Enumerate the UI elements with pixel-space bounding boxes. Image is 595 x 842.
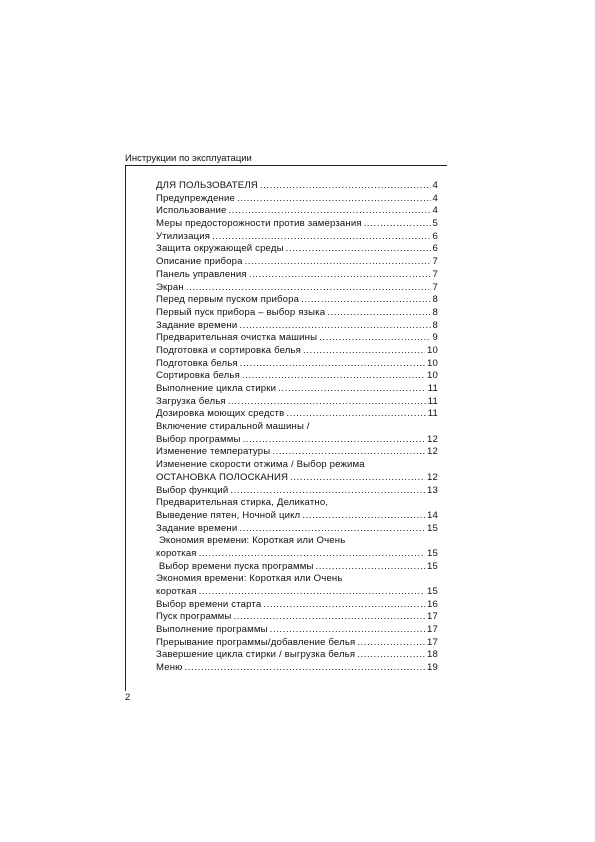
toc-entry-title: короткая (156, 547, 197, 559)
toc-entry-page: 16 (427, 598, 438, 610)
toc-entry-page: 11 (427, 408, 438, 420)
toc-dot-leader (270, 624, 425, 637)
toc-entry (156, 358, 438, 371)
toc-entry (156, 459, 438, 472)
toc-entry (156, 332, 438, 345)
toc-entry-page: 15 (427, 586, 438, 597)
toc-dot-leader (229, 205, 431, 218)
toc-dot-leader (230, 485, 425, 498)
toc-entry (156, 193, 438, 206)
toc-dot-leader (290, 472, 425, 485)
toc-entry-title: Подготовка и сортировка белья (156, 344, 302, 356)
toc-entry-title: Экономия времени: Короткая или Очень (156, 535, 346, 547)
toc-entry (156, 510, 438, 523)
toc-entry-title: Предупреждение (156, 192, 235, 204)
toc-entry-title: Выполнение программы (156, 624, 268, 636)
toc-entry (156, 573, 438, 586)
toc-entry-title: Выбор функций (156, 484, 229, 496)
toc-dot-leader (301, 294, 430, 307)
toc-entry-title: Утилизация (156, 230, 211, 242)
toc-entry (156, 624, 438, 637)
toc-dot-leader (185, 662, 425, 675)
toc-dot-leader (245, 256, 431, 269)
toc-dot-leader (316, 561, 425, 574)
toc-dot-leader (263, 599, 425, 612)
toc-entry-page: 18 (427, 649, 438, 661)
left-margin-rule (125, 166, 126, 691)
toc-dot-leader (249, 269, 431, 282)
toc-entry (156, 370, 438, 383)
toc-dot-leader (319, 332, 430, 345)
toc-entry-page: 8 (432, 306, 438, 318)
toc-entry (156, 497, 438, 510)
toc-entry-title: ОСТАНОВКА ПОЛОСКАНИЯ (156, 471, 289, 483)
toc-dot-leader (199, 548, 425, 561)
toc-entry-page: 6 (432, 230, 438, 242)
toc-entry (156, 561, 438, 574)
toc-entry-title: Изменение температуры (156, 446, 271, 458)
toc-entry-page: 17 (427, 624, 438, 636)
toc-entry-title: Выбор программы (156, 433, 241, 445)
toc-dot-leader (242, 370, 425, 383)
toc-entry-page: 6 (432, 243, 438, 255)
toc-entry-page: 4 (432, 205, 438, 217)
toc-dot-leader (240, 358, 425, 371)
table-of-contents (156, 180, 438, 675)
toc-entry-page: 10 (427, 357, 438, 369)
toc-entry (156, 307, 438, 320)
toc-dot-leader (278, 383, 426, 396)
toc-entry-title: Завершение цикла стирки / выгрузка белья (156, 649, 356, 661)
toc-entry (156, 611, 438, 624)
toc-entry-title: Пуск программы (156, 611, 232, 623)
toc-dot-leader (199, 586, 425, 599)
toc-entry-title: Предварительная очистка машины (156, 332, 318, 344)
toc-entry (156, 535, 438, 548)
toc-entry-page: 12 (427, 433, 438, 445)
toc-entry (156, 408, 438, 421)
toc-dot-leader (243, 434, 426, 447)
toc-dot-leader (302, 510, 425, 523)
toc-entry-title: короткая (156, 586, 197, 597)
toc-entry-page: 8 (432, 294, 438, 306)
toc-entry-page: 15 (427, 547, 438, 559)
toc-entry-page: 4 (432, 180, 438, 191)
toc-entry (156, 320, 438, 333)
toc-dot-leader (237, 193, 431, 206)
toc-entry-title: Меню (156, 662, 183, 674)
toc-entry (156, 599, 438, 612)
toc-entry (156, 269, 438, 282)
toc-entry-page: 12 (427, 446, 438, 458)
toc-entry-title: Панель управления (156, 268, 247, 280)
toc-entry-title: Включение стиральной машины / (156, 421, 310, 433)
toc-dot-leader (327, 307, 430, 320)
toc-entry-title: Подготовка белья (156, 357, 238, 369)
toc-entry-title: Выведение пятен, Ночной цикл (156, 509, 301, 521)
toc-entry (156, 294, 438, 307)
toc-entry-page: 17 (427, 636, 438, 648)
toc-entry-title: Задание времени (156, 522, 238, 534)
toc-entry (156, 662, 438, 675)
header-rule (125, 165, 447, 166)
toc-entry (156, 243, 438, 256)
toc-entry-title: Изменение скорости отжима / Выбор режима (156, 459, 365, 471)
toc-entry (156, 180, 438, 193)
toc-dot-leader (186, 282, 431, 295)
toc-entry-page: 11 (427, 383, 438, 394)
toc-entry-title: Первый пуск прибора – выбор языка (156, 306, 326, 318)
toc-entry-page: 8 (432, 319, 438, 331)
toc-entry-page: 19 (427, 662, 438, 674)
toc-entry (156, 383, 438, 396)
toc-dot-leader (357, 637, 425, 650)
toc-entry-page: 12 (427, 471, 438, 483)
toc-entry-page: 4 (432, 192, 438, 204)
toc-entry-page: 5 (432, 218, 438, 230)
toc-entry (156, 256, 438, 269)
toc-dot-leader (286, 408, 425, 421)
toc-entry (156, 485, 438, 498)
toc-entry-page: 13 (427, 484, 438, 496)
toc-entry-page: 15 (427, 560, 438, 572)
toc-dot-leader (364, 218, 431, 231)
toc-entry-page: 9 (432, 332, 438, 344)
toc-entry-page: 7 (432, 268, 438, 280)
toc-dot-leader (272, 446, 425, 459)
toc-entry (156, 637, 438, 650)
toc-entry-page: 14 (427, 509, 438, 521)
toc-entry-page: 7 (432, 281, 438, 293)
toc-dot-leader (212, 231, 430, 244)
toc-entry-title: Использование (156, 205, 227, 217)
toc-dot-leader (357, 649, 425, 662)
toc-entry (156, 523, 438, 536)
toc-entry (156, 586, 438, 599)
page-header-title: Инструкции по эксплуатации (125, 153, 252, 164)
toc-dot-leader (233, 611, 425, 624)
toc-entry (156, 434, 438, 447)
toc-entry (156, 396, 438, 409)
toc-entry-title: Перед первым пуском прибора (156, 294, 300, 306)
toc-entry-page: 10 (427, 370, 438, 382)
toc-entry (156, 548, 438, 561)
toc-entry-title: Выбор времени пуска программы (156, 560, 314, 572)
toc-dot-leader (228, 396, 426, 409)
toc-entry-title: Меры предосторожности против замерзания (156, 218, 362, 230)
toc-entry-title: Экономия времени: Короткая или Очень (156, 573, 343, 585)
page-number: 2 (125, 692, 131, 703)
toc-entry-title: Сортировка белья (156, 370, 240, 382)
toc-entry-title: Защита окружающей среды (156, 243, 284, 255)
toc-entry (156, 421, 438, 434)
toc-entry-title: Предварительная стирка, Деликатно, (156, 497, 329, 509)
toc-entry-title: Загрузка белья (156, 395, 226, 407)
toc-entry (156, 446, 438, 459)
toc-entry-title: ДЛЯ ПОЛЬЗОВАТЕЛЯ (156, 180, 258, 191)
toc-entry-title: Прерывание программы/добавление белья (156, 636, 356, 648)
toc-entry (156, 218, 438, 231)
toc-entry (156, 205, 438, 218)
toc-entry (156, 345, 438, 358)
toc-entry-page: 7 (432, 256, 438, 268)
toc-dot-leader (303, 345, 425, 358)
toc-entry (156, 231, 438, 244)
toc-dot-leader (239, 320, 430, 333)
toc-entry (156, 472, 438, 485)
toc-entry-page: 15 (427, 522, 438, 534)
toc-entry-title: Задание времени (156, 319, 238, 331)
toc-entry-title: Выполнение цикла стирки (156, 383, 277, 394)
toc-entry (156, 282, 438, 295)
toc-entry-page: 17 (427, 611, 438, 623)
toc-entry-page: 11 (427, 395, 438, 407)
toc-dot-leader (260, 180, 431, 193)
toc-entry-page: 10 (427, 344, 438, 356)
toc-entry-title: Выбор времени старта (156, 598, 262, 610)
toc-entry-title: Экран (156, 281, 184, 293)
toc-entry-title: Дозировка моющих средств (156, 408, 285, 420)
toc-entry (156, 649, 438, 662)
toc-entry-title: Описание прибора (156, 256, 243, 268)
toc-dot-leader (286, 243, 431, 256)
toc-dot-leader (239, 523, 425, 536)
